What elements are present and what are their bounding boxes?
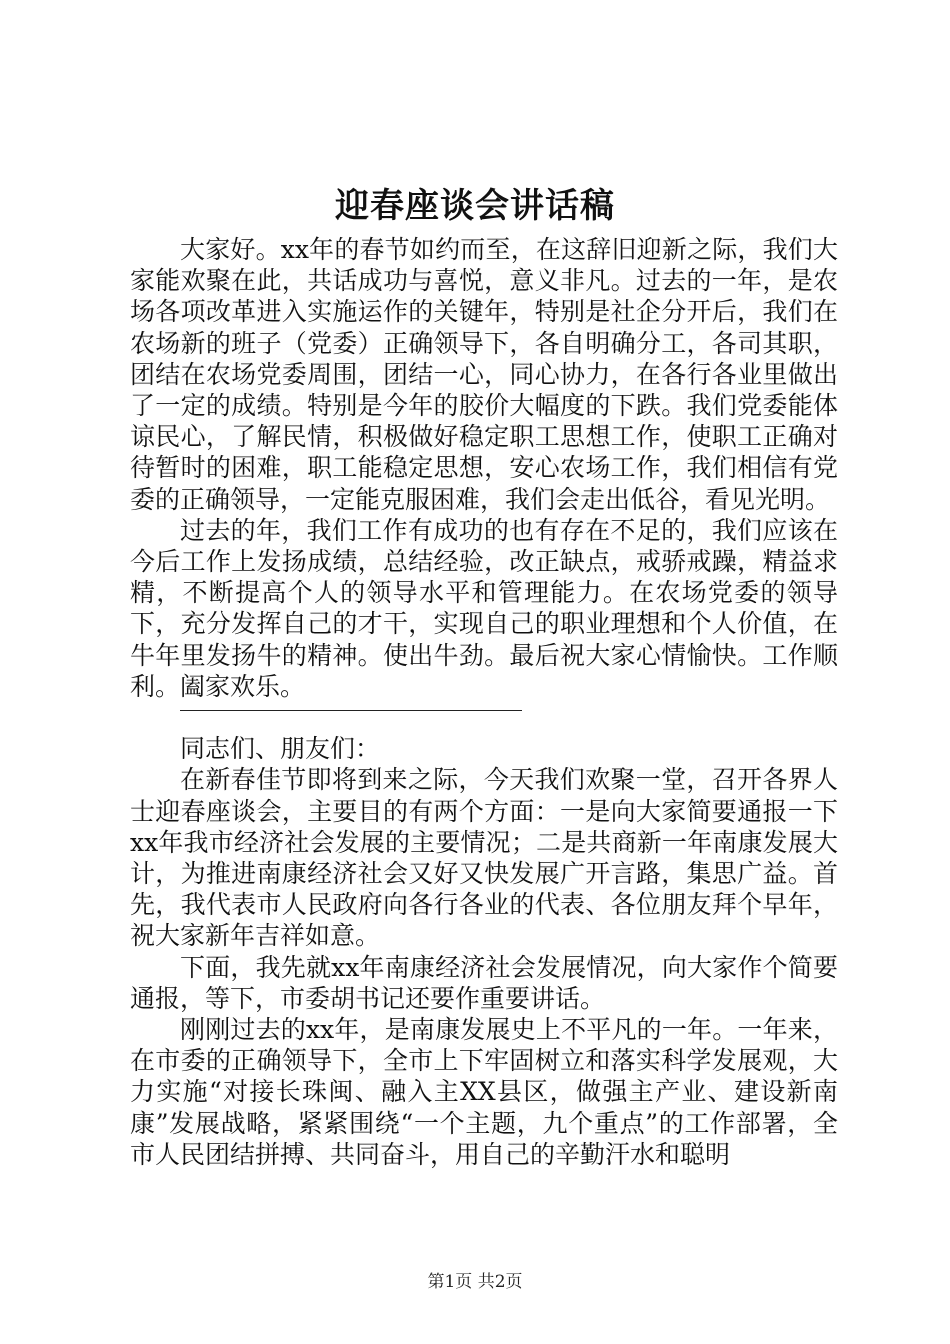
paragraph: 过去的年，我们工作有成功的也有存在不足的，我们应该在今后工作上发扬成绩，总结经验，改正缺点，戒骄戒躁，精益求精，不断提高个人的领导水平和管理能力。在农场党委的领导下，充分发挥自己的才干，实现自己的职业理想和个人价值，在牛年里发扬牛的精神。使出牛劲。最后祝大家心情愉快。工作顺利。阖家欢乐。 xyxy=(130,515,838,701)
section-divider xyxy=(130,702,838,733)
document-title: 迎春座谈会讲话稿 xyxy=(335,186,615,226)
document-body xyxy=(130,234,838,1170)
paragraph: 刚刚过去的xx年，是南康发展史上不平凡的一年。一年来，在市委的正确领导下，全市上下牢固树立和落实科学发展观，大力实施“对接长珠闽、融入主XX县区，做强主产业、建设新南康”发展战略，紧紧围绕“一个主题，九个重点”的工作部署，全市人民团结拼搏、共同奋斗，用自己的辛勤汗水和聪明 xyxy=(130,1015,838,1169)
paragraph: 大家好。xx年的春节如约而至，在这辞旧迎新之际，我们大家能欢聚在此，共话成功与喜悦，意义非凡。过去的一年，是农场各项改革进入实施运作的关键年，特别是社企分开后，我们在农场新的班子（党委）正确领导下，各自明确分工，各司其职，团结在农场党委周围，团结一心，同心协力，在各行各业里做出了一定的成绩。特别是今年的胶价大幅度的下跌。我们党委能体谅民心，了解民情，积极做好稳定职工思想工作，使职工正确对待暂时的困难，职工能稳定思想，安心农场工作，我们相信有党委的正确领导，一定能克服困难，我们会走出低谷，看见光明。 xyxy=(130,235,838,514)
greeting: 同志们、朋友们： xyxy=(180,734,381,764)
paragraph: 在新春佳节即将到来之际，今天我们欢聚一堂，召开各界人士迎春座谈会，主要目的有两个方面：一是向大家简要通报一下xx年我市经济社会发展的主要情况；二是共商新一年南康发展大计，为推进南康经济社会又好又快发展广开言路，集思广益。首先，我代表市人民政府向各行各业的代表、各位朋友拜个早年，祝大家新年吉祥如意。 xyxy=(130,765,838,951)
paragraph: 下面，我先就xx年南康经济社会发展情况，向大家作个简要通报，等下，市委胡书记还要作重要讲话。 xyxy=(130,952,838,1013)
page-number-footer: 第1页 共2页 xyxy=(427,1272,523,1292)
